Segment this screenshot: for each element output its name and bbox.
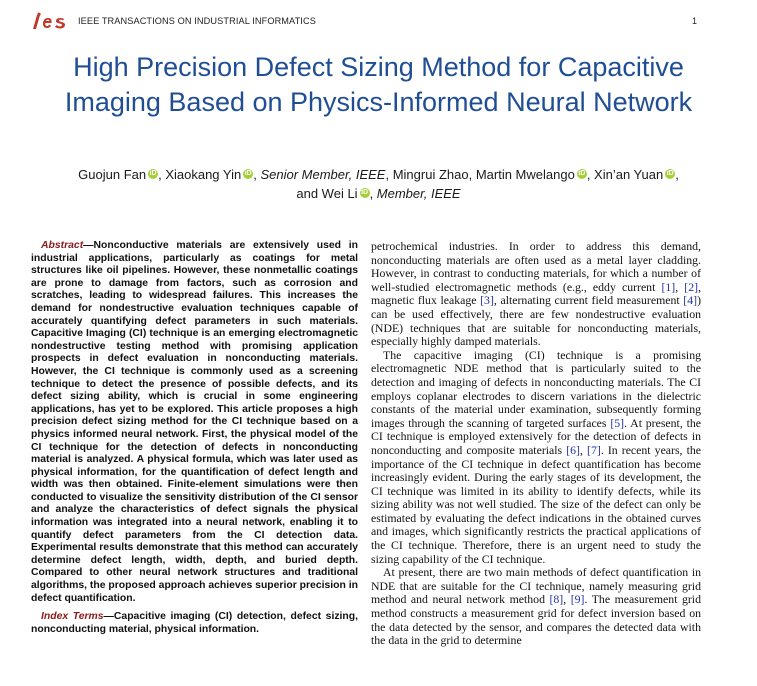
body-text: , (675, 279, 685, 294)
page-number: 1 (691, 16, 697, 26)
citation-link[interactable]: [7] (587, 442, 601, 457)
body-text: At present, there are two main methods of defect quantification in NDE that are suitable for the CI technique, namely measuring grid method and neural network method (371, 565, 701, 607)
citation-link[interactable]: [6] (566, 442, 580, 457)
logo-text: ies (31, 12, 33, 13)
citation-link[interactable]: [2] (684, 279, 699, 294)
citation-link[interactable]: [1] (661, 279, 676, 294)
abstract-column (31, 240, 358, 636)
citation-link[interactable]: [8] (549, 592, 564, 607)
abstract-label: Abstract (41, 240, 84, 251)
author-name: Xin’an Yuan (594, 167, 664, 182)
body-paragraph (371, 566, 701, 648)
abstract (31, 240, 358, 605)
body-column (371, 240, 701, 648)
author-name: Xiaokang Yin (165, 167, 242, 182)
body-text: The capacitive imaging (CI) technique is a promising electromagnetic NDE method that is particularly suited to the detection and imaging of defects in nonconducting materials. The CI employs coplanar electrodes to discern variations in the dielectric constants of the material under examination, subsequently forming images through the scanning of targeted surfaces (371, 347, 701, 430)
index-terms-text: —Capacitive imaging (CI) detection, defect sizing, nonconducting material, physical information. (31, 611, 358, 635)
orcid-icon[interactable]: iD (666, 170, 674, 177)
body-text: petrochemical industries. In order to address this demand, nonconducting materials are often used as a metal layer cladding. However, in contrast to conducting materials, for which a number of well-studied electromagnetic methods (e.g., eddy current (371, 239, 701, 294)
abstract-text: —Nonconductive materials are extensively used in industrial applications, particularly as coatings for metal structures like oil pipelines. However, these nonmetallic coatings are prone to damage from factors, such as corrosion and scratches, leading to widespread failures. This increases the demand for nondestructive evaluation techniques capable of accurately quantifying defect parameters in such materials. Capacitive Imaging (CI) technique is an emerging electromagnetic nondestructive testing method with promising application prospects in defect evaluation in nonconducting materials. However, the CI technique is commonly used as a screening technique to detect the presence of possible defects, and its defect sizing ability, which is crucial in some engineering applications, has yet to be explored. This article proposes a high precision defect sizing method for the CI technique based on a physics informed neural network. First, the physical model of the CI technique for the detection of defects in nonconducting material is analyzed. A physical formula, which was later used as physical information, for the quantification of defect length and width was then obtained. Finite-element simulations were then conducted to visualize the sensitivity distribution of the CI sensor and analyze the characteristics of defect signals the physical information was integrated into a neural network, enabling it to quantify defect parameters from the CI detection data. Experimental results demonstrate that this method can accurately determine defect length, width, depth, and buried depth. Compared to other neural network structures and traditional algorithms, the proposed approach achieves superior precision in defect quantification. (31, 240, 358, 604)
author-name: Guojun Fan (78, 167, 147, 182)
ies-logo (31, 12, 71, 32)
citation-link[interactable]: [5] (610, 415, 625, 430)
body-text: , (563, 592, 571, 607)
orcid-icon[interactable]: iD (149, 170, 157, 177)
body-text: , magnetic flux leakage (371, 279, 702, 308)
body-paragraph (371, 240, 701, 349)
author-affiliation: Member, IEEE (376, 186, 461, 201)
citation-link[interactable]: [4] (683, 293, 698, 308)
paper-title: High Precision Defect Sizing Method for Capacitive Imaging Based on Physics-Informed Neural Network (64, 52, 693, 117)
orcid-icon[interactable]: iD (361, 189, 369, 196)
journal-name: IEEE TRANSACTIONS ON INDUSTRIAL INFORMATICS (78, 16, 316, 26)
index-terms (31, 611, 358, 636)
author-list: Guojun Fan iD , Xiaokang Yin iD , Senior Member, IEEE, Mingrui Zhao, Martin Mwelango iD , Xin’an Yuan iD , and Wei Li iD , Member, IEEE (78, 167, 679, 201)
author-name: Martin Mwelango (475, 167, 575, 182)
orcid-icon[interactable]: iD (578, 170, 586, 177)
page-header (31, 12, 701, 32)
body-text: . At present, the CI technique is employed extensively for the detection of defects in nonconducting and composite materials (371, 415, 701, 457)
citation-link[interactable]: [9] (570, 592, 585, 607)
body-text: ) can be used effectively, there are few nondestructive evaluation (NDE) techniques that are suitable for nonconducting materials, especially highly damped materials. (371, 293, 701, 349)
author-name: and Wei Li (296, 186, 358, 201)
author-affiliation: Senior Member, IEEE (260, 167, 386, 182)
orcid-icon[interactable]: iD (244, 170, 252, 177)
citation-link[interactable]: [3] (480, 293, 494, 308)
body-text: , (580, 442, 588, 457)
author-name: Mingrui Zhao (392, 167, 469, 182)
body-text: , alternating current field measurement (493, 293, 684, 308)
body-paragraph (371, 349, 701, 567)
body-text: . In recent years, the importance of the CI technique in defect quantification has become increasingly evident. During the early stages of its development, the CI technique was limited in its ability to identify defects, while its sizing ability was not well studied. The size of the defect can only be estimated by evaluating the defect indications in the obtained curves and images, which significantly restricts the practical applications of the CI technique. Therefore, there is an urgent need to study the sizing capability of the CI technique. (371, 442, 702, 566)
index-terms-label: Index Terms (41, 611, 104, 623)
body-text: . The measurement grid method constructs a measurement grid for defect inversion based on the data detected by the sensor, and compares the detected data with the data in the grid to determine (371, 592, 701, 648)
